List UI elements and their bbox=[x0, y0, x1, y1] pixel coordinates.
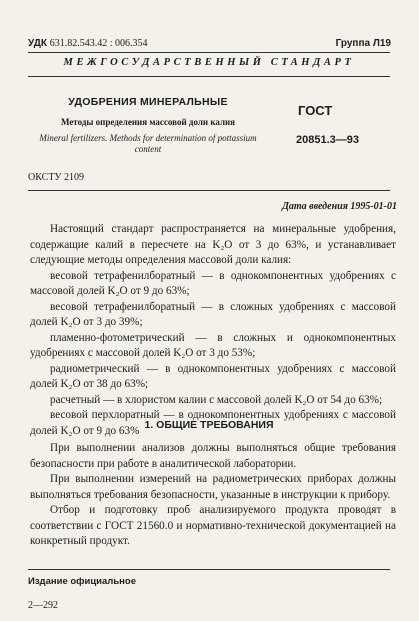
method-item: весовой тетрафенилборатный — в сложных удобрениях с массовой долей K₂O от 3 до 39%; bbox=[30, 300, 396, 328]
edition-note: Издание официальное bbox=[28, 576, 136, 587]
page-code: 2—292 bbox=[28, 600, 58, 611]
method-item: весовой тетрафенилборатный — в однокомпонентных удобрениях с массовой долей K₂O от 9 до 63%; bbox=[30, 269, 396, 297]
english-title: Mineral fertilizers. Methods for determination of pottassium content bbox=[39, 133, 257, 154]
intro-text bbox=[30, 222, 396, 439]
document-title: УДОБРЕНИЯ МИНЕРАЛЬНЫЕ bbox=[68, 96, 228, 108]
standard-banner: МЕЖГОСУДАРСТВЕННЫЙ СТАНДАРТ bbox=[63, 57, 355, 68]
requirement-paragraph: Отбор и подготовку проб анализируемого продукта проводят в соответствии с ГОСТ 21560.0 и нормативно-технической документацией на конкретный продукт. bbox=[30, 504, 396, 547]
banner-rule bbox=[28, 76, 390, 77]
group-code: Группа Л19 bbox=[335, 38, 391, 49]
udk-number: 631.82.543.42 : 006.354 bbox=[49, 38, 148, 49]
udk-label: УДК bbox=[28, 38, 47, 49]
requirement-paragraph: При выполнении измерений на радиометрических приборах должны выполняться требования безопасности, указанные в инструкции к прибору. bbox=[30, 473, 396, 501]
okstu-rule bbox=[28, 190, 390, 191]
method-item: радиометрический — в однокомпонентных удобрениях с массовой долей K₂O от 38 до 63%; bbox=[30, 362, 396, 390]
document-subtitle: Методы определения массовой доли калия bbox=[60, 117, 236, 127]
intro-paragraph: Настоящий стандарт распространяется на минеральные удобрения, содержащие калий в пересчете на K₂O от 3 до 63%, и устанавливает следующие методы определения массовой доли калия: bbox=[30, 223, 396, 266]
udk-code bbox=[28, 38, 148, 49]
okstu-code: ОКСТУ 2109 bbox=[28, 172, 85, 183]
method-item: расчетный — в хлористом калии с массовой долей K₂O от 54 до 63%; bbox=[50, 393, 383, 406]
requirement-paragraph: При выполнении анализов должны выполняться общие требования безопасности при работе в аналитической лаборатории. bbox=[30, 442, 396, 470]
footer-rule bbox=[28, 569, 390, 570]
method-item: пламенно-фотометрический — в сложных и однокомпонентных удобрениях с массовой долей K₂O от 3 до 53%; bbox=[30, 331, 396, 359]
top-rule bbox=[28, 52, 390, 53]
gost-label: ГОСТ bbox=[298, 103, 333, 118]
requirements-text bbox=[30, 441, 396, 550]
introduction-date: Дата введения 1995-01-01 bbox=[282, 201, 397, 212]
gost-number: 20851.3—93 bbox=[296, 134, 359, 146]
method-item: весовой перхлоратный — в однокомпонентных удобрениях с массовой долей K₂O от 9 до 63% bbox=[30, 409, 396, 437]
section-heading: 1. ОБЩИЕ ТРЕБОВАНИЯ bbox=[144, 419, 274, 431]
